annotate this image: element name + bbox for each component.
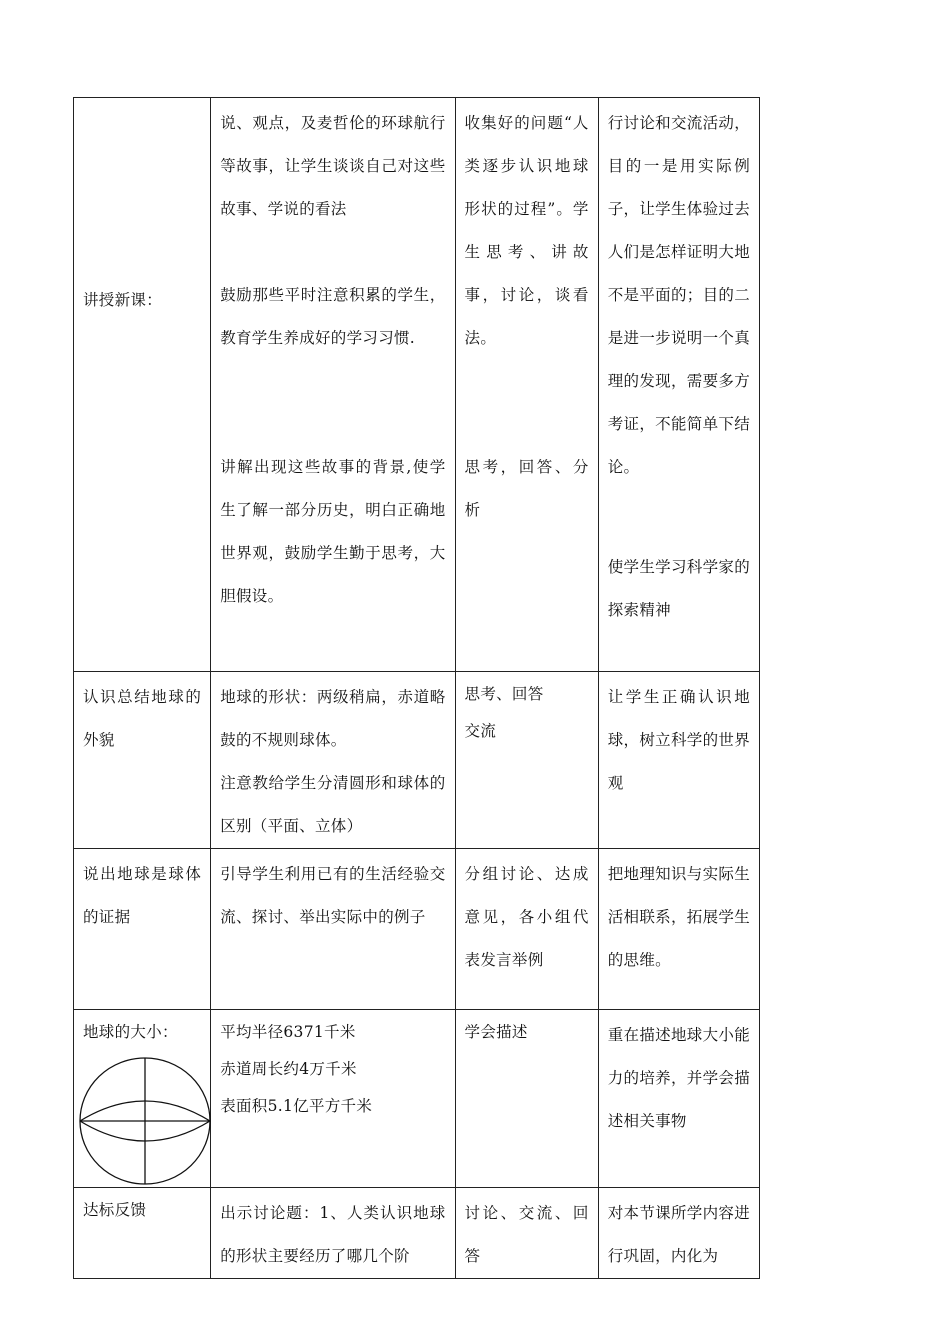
stage-cell — [74, 849, 211, 1010]
teacher-activity-cell — [211, 1188, 455, 1279]
stage-cell — [74, 672, 211, 849]
student-text: 收集好的问题“人类逐步认识地球形状的过程”。学生思考、讲故事，讨论，谈看法。 — [464, 114, 589, 347]
design-intent-cell — [598, 1010, 759, 1188]
intent-text: 让学生正确认识地球，树立科学的世界观 — [607, 688, 750, 792]
intent-text: 使学生学习科学家的探索精神 — [607, 558, 750, 619]
lesson-plan-table — [73, 97, 760, 1279]
teacher-activity-cell — [211, 98, 455, 672]
student-text: 分组讨论、达成意见，各小组代表发言举例 — [464, 865, 589, 969]
design-intent-cell — [598, 98, 759, 672]
teacher-activity-cell — [211, 849, 455, 1010]
student-activity-cell — [455, 98, 598, 672]
teacher-text: 出示讨论题：1、人类认识地球的形状主要经历了哪几个阶 — [220, 1204, 446, 1265]
teacher-text: 表面积5.1亿平方千米 — [220, 1097, 373, 1115]
intent-text: 重在描述地球大小能力的培养，并学会描述相关事物 — [607, 1026, 750, 1130]
spacer — [608, 489, 750, 546]
design-intent-cell — [598, 1188, 759, 1279]
student-activity-cell — [455, 672, 598, 849]
stage-label: 说出地球是球体的证据 — [83, 865, 202, 926]
globe-diagram — [78, 1055, 212, 1187]
table-row — [74, 1010, 760, 1188]
intent-text: 把地理知识与实际生活相联系，拓展学生的思维。 — [607, 865, 750, 969]
teacher-text: 讲解出现这些故事的背景,使学生了解一部分历史，明白正确地世界观，鼓励学生勤于思考，大胆假设。 — [220, 458, 446, 605]
teacher-text: 赤道周长约4万千米 — [220, 1060, 357, 1078]
teacher-activity-cell — [211, 672, 455, 849]
stage-label: 讲授新课： — [83, 291, 163, 309]
teacher-text: 引导学生利用已有的生活经验交流、探讨、举出实际中的例子 — [220, 865, 446, 926]
table-row — [74, 672, 760, 849]
student-text: 思考，回答、分析 — [464, 458, 589, 519]
table-row — [74, 849, 760, 1010]
teacher-text: 说、观点，及麦哲伦的环球航行等故事，让学生谈谈自己对这些故事、学说的看法 — [220, 114, 446, 218]
teacher-text: 鼓励那些平时注意积累的学生，教育学生养成好的学习习惯. — [220, 286, 446, 347]
table-row — [74, 1188, 760, 1279]
spacer — [220, 360, 445, 446]
stage-label: 地球的大小： — [83, 1023, 178, 1041]
student-activity-cell — [455, 1010, 598, 1188]
student-text: 思考、回答 — [464, 685, 544, 703]
design-intent-cell — [598, 849, 759, 1010]
spacer — [220, 231, 445, 274]
design-intent-cell — [598, 672, 759, 849]
student-text: 学会描述 — [464, 1023, 528, 1041]
student-activity-cell — [455, 849, 598, 1010]
stage-cell — [74, 1010, 211, 1188]
teacher-text: 注意教给学生分清圆形和球体的区别（平面、立体） — [220, 774, 446, 835]
student-text: 交流 — [464, 722, 497, 740]
stage-cell — [74, 98, 211, 672]
teacher-text: 平均半径6371千米 — [220, 1023, 356, 1041]
teacher-activity-cell — [211, 1010, 455, 1188]
intent-text: 对本节课所学内容进行巩固，内化为 — [607, 1204, 750, 1265]
student-activity-cell — [455, 1188, 598, 1279]
teacher-text: 地球的形状：两级稍扁，赤道略鼓的不规则球体。 — [220, 688, 446, 749]
stage-label: 达标反馈 — [83, 1201, 147, 1219]
intent-text: 行讨论和交流活动，目的一是用实际例子，让学生体验过去人们是怎样证明大地不是平面的；目的二是进一步说明一个真理的发现，需要多方考证，不能简单下结论。 — [607, 114, 750, 476]
table-row — [74, 98, 760, 672]
spacer — [465, 360, 589, 446]
stage-cell — [74, 1188, 211, 1279]
stage-label: 认识总结地球的外貌 — [83, 688, 202, 749]
student-text: 讨论、交流、回答 — [464, 1204, 589, 1265]
